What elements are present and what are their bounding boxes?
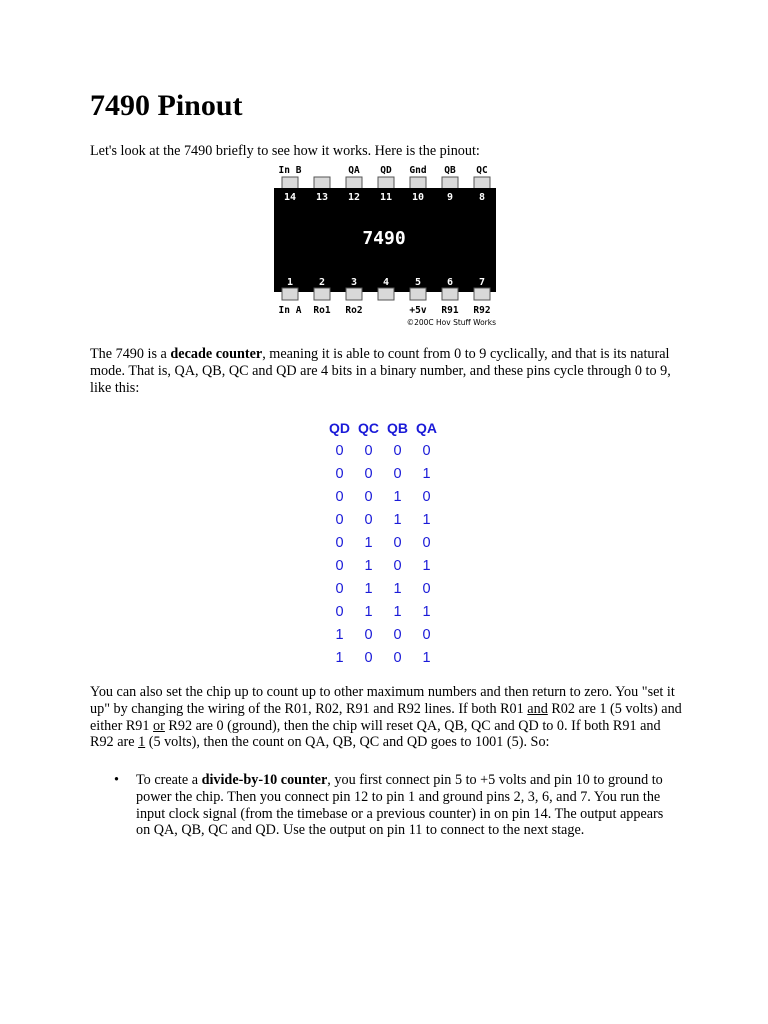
pin [474,288,490,300]
table-cell: 1 [335,649,344,666]
table-cell: 1 [364,580,373,597]
table-cell: 0 [364,442,373,459]
para2-part4: (5 volts), then the count on QA, QB, QC and QD goes to 1001 (5). So: [145,734,550,751]
pin [346,288,362,300]
table-cell: 0 [422,442,431,459]
table-cell: 1 [393,580,402,597]
decade-paragraph [90,346,680,396]
pin-number: 13 [315,192,329,203]
underlined-or: or [153,717,165,734]
table-cell: 0 [422,534,431,551]
table-cell: 1 [393,603,402,620]
table-cell: 1 [364,557,373,574]
table-cell: 0 [393,649,402,666]
table-cell: 0 [335,488,344,505]
pin [410,177,426,189]
table-cell: 0 [335,557,344,574]
header-qb: QB [387,419,408,436]
table-cell: 1 [422,511,431,528]
pin-number: 2 [318,277,326,288]
table-cell: 0 [364,626,373,643]
table-cell: 0 [335,442,344,459]
table-cell: 0 [393,442,402,459]
pin-number: 8 [478,192,486,203]
top-pins [282,177,490,189]
table-row [325,577,445,600]
pin-number: 14 [283,192,297,203]
pin-number: 11 [379,192,393,203]
table-cell: 0 [364,465,373,482]
pin [378,288,394,300]
table-row [325,462,445,485]
table-row [325,531,445,554]
para2-part1: You can also set the chip up to count up to other maximum numbers and then return to zero. You "set it up" by changing the wiring of the R01, R02, R91 and R92 lines. If both R01 [90,684,675,717]
pin-number: 12 [347,192,361,203]
para1-after: , meaning it is able to count from 0 to 9 cyclically, and that is its natural mode. That is, QA, QB, QC and QD are 4 bits in a binary number, and these pins cycle through 0 to 9, like this: [90,346,671,396]
header-qd: QD [329,419,350,436]
pin-number: 4 [382,277,390,288]
pin [474,177,490,189]
page-title: 7490 Pinout [90,89,243,122]
pin [314,177,330,189]
para2-part2: R02 are 1 (5 volts) and either R91 [90,700,682,734]
underlined-and: and [527,700,548,717]
pin [346,177,362,189]
table-cell: 0 [393,534,402,551]
pin-number: 5 [414,277,422,288]
truth-table-body [325,439,445,669]
table-cell: 0 [393,626,402,643]
table-cell: 1 [422,557,431,574]
table-cell: 0 [422,626,431,643]
header-qa: QA [416,419,437,436]
table-cell: 1 [422,465,431,482]
instructions-list [90,772,680,839]
pin-number: 7 [478,277,486,288]
table-row [325,600,445,623]
pin [282,177,298,189]
chip-label: 7490 [362,228,406,249]
pin-label: QC [476,165,488,176]
underlined-one: 1 [138,734,146,751]
table-cell: 1 [393,511,402,528]
table-row [325,508,445,531]
bullet1-before: To create a [136,772,202,788]
pin-label: R92 [473,305,491,316]
table-row [325,646,445,669]
decade-counter-term: decade counter [170,346,263,362]
table-cell: 1 [422,603,431,620]
table-cell: 1 [364,534,373,551]
pin-label: QA [348,165,360,176]
pin-number: 10 [411,192,425,203]
bullet-icon: • [114,772,119,788]
pin-label: Ro2 [345,305,363,316]
pin-number: 3 [350,277,358,288]
divide-by-10-term: divide-by-10 counter [201,772,328,788]
pin-label: R91 [441,305,459,316]
top-pin-labels [279,165,488,176]
table-cell: 0 [364,511,373,528]
pin-number: 9 [446,192,454,203]
bottom-pin-labels [279,305,491,316]
pin [410,288,426,300]
table-cell: 0 [393,465,402,482]
table-cell: 0 [335,465,344,482]
table-cell: 0 [422,580,431,597]
pin-label: QB [444,165,456,176]
table-row [325,554,445,577]
reset-paragraph [90,684,682,751]
list-item [90,772,680,839]
pin [314,288,330,300]
pin [442,288,458,300]
table-cell: 1 [364,603,373,620]
pin-label: +5v [409,305,427,316]
table-cell: 0 [335,603,344,620]
truth-table-header [325,416,445,439]
table-cell: 0 [364,488,373,505]
pin-label: Gnd [409,165,427,176]
table-cell: 1 [422,649,431,666]
truth-table [325,416,445,669]
pin [442,177,458,189]
table-cell: 0 [393,557,402,574]
pin-label: QD [380,165,392,176]
table-row [325,623,445,646]
pin-label: In B [278,165,302,176]
table-cell: 0 [335,580,344,597]
table-row [325,439,445,462]
header-qc: QC [358,419,379,436]
pin [378,177,394,189]
table-cell: 0 [335,511,344,528]
pin-number: 6 [446,277,454,288]
pin-number: 1 [286,277,294,288]
table-cell: 1 [393,488,402,505]
pin-label: In A [278,305,302,316]
copyright-text: ©200C Hov Stuff Works [406,318,496,327]
para1-before: The 7490 is a [90,346,171,362]
pinout-diagram [270,160,502,330]
table-cell: 0 [422,488,431,505]
table-cell: 0 [364,649,373,666]
pin-label: Ro1 [313,305,331,316]
bullet1-after: , you first connect pin 5 to +5 volts and pin 10 to ground to power the chip. Then you connect pin 12 to pin 1 and ground pins 2, 3, 6, and 7. You run the input clock signal (from the timebase or a previous counter) in on pin 14. The output appears on QA, QB, QC and QD. Use the output on pin 11 to connect to the next stage. [136,772,664,839]
intro-text: Let's look at the 7490 briefly to see how it works. Here is the pinout: [90,143,480,159]
table-row [325,485,445,508]
table-cell: 1 [335,626,344,643]
pin [282,288,298,300]
para2-part3: R92 are 0 (ground), then the chip will reset QA, QB, QC and QD to 0. If both R91 and R92 are [90,717,661,751]
table-cell: 0 [335,534,344,551]
